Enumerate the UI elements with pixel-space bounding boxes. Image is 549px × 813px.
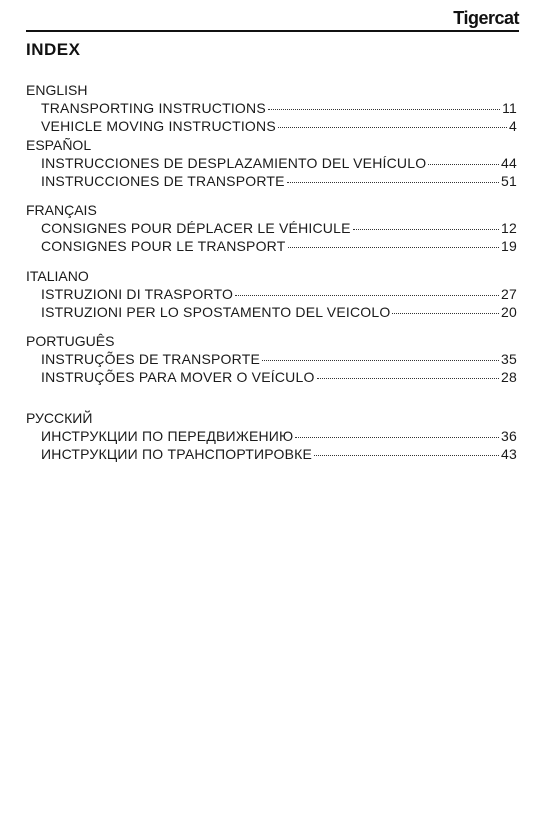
entry-label: CONSIGNES POUR LE TRANSPORT — [41, 238, 286, 254]
entry-label: TRANSPORTING INSTRUCTIONS — [41, 100, 266, 116]
entry-label: INSTRUÇÕES DE TRANSPORTE — [41, 351, 260, 367]
dot-leader — [287, 182, 499, 183]
index-section-francais — [26, 201, 517, 255]
index-section-english — [26, 81, 517, 135]
section-language: PORTUGUÊS — [26, 333, 115, 349]
entry-label: INSTRUÇÕES PARA MOVER O VEÍCULO — [41, 369, 315, 385]
index-entry[interactable] — [41, 350, 517, 368]
entry-page-number: 12 — [501, 220, 517, 236]
entry-label: VEHICLE MOVING INSTRUCTIONS — [41, 118, 276, 134]
page-title: INDEX — [26, 40, 81, 59]
index-entry[interactable] — [41, 427, 517, 445]
index-section-italiano — [26, 267, 517, 321]
section-language: РУССКИЙ — [26, 410, 93, 426]
dot-leader — [353, 229, 499, 230]
entry-label: CONSIGNES POUR DÉPLACER LE VÉHICULE — [41, 220, 351, 236]
index-entry[interactable] — [41, 99, 517, 117]
dot-leader — [317, 378, 499, 379]
dot-leader — [235, 295, 499, 296]
entry-label: ИНСТРУКЦИИ ПО ТРАНСПОРТИРОВКЕ — [41, 446, 313, 462]
dot-leader — [392, 313, 499, 314]
section-language: ENGLISH — [26, 82, 88, 98]
index-section-espanol — [26, 136, 517, 190]
index-entry[interactable] — [41, 219, 517, 237]
entry-label: ИНСТРУКЦИИ ПО ПЕРЕДВИЖЕНИЮ — [41, 428, 294, 444]
index-entry[interactable] — [41, 237, 517, 255]
entry-label: INSTRUCCIONES DE DESPLAZAMIENTO DEL VEHÍCULO — [41, 155, 427, 171]
entry-label: ISTRUZIONI PER LO SPOSTAMENTO DEL VEICOLO — [41, 304, 391, 320]
header-rule — [26, 30, 519, 32]
entry-page-number: 19 — [501, 238, 517, 254]
dot-leader — [314, 455, 499, 456]
entry-page-number: 36 — [501, 428, 517, 444]
entry-page-number: 27 — [501, 286, 517, 302]
dot-leader — [262, 360, 499, 361]
dot-leader — [295, 437, 499, 438]
index-entry[interactable] — [41, 285, 517, 303]
index-section-russian — [26, 409, 517, 463]
entry-page-number: 4 — [509, 118, 517, 134]
entry-page-number: 28 — [501, 369, 517, 385]
entry-page-number: 35 — [501, 351, 517, 367]
dot-leader — [268, 109, 500, 110]
index-entry[interactable] — [41, 303, 517, 321]
index-entry[interactable] — [41, 172, 517, 190]
entry-label: INSTRUCCIONES DE TRANSPORTE — [41, 173, 285, 189]
index-entry[interactable] — [41, 117, 517, 135]
entry-label: ISTRUZIONI DI TRASPORTO — [41, 286, 234, 302]
section-language: FRANÇAIS — [26, 202, 97, 218]
entry-page-number: 51 — [501, 173, 517, 189]
entry-page-number: 44 — [501, 155, 517, 171]
dot-leader — [278, 127, 507, 128]
entry-page-number: 11 — [502, 100, 517, 116]
section-language: ITALIANO — [26, 268, 89, 284]
index-entry[interactable] — [41, 445, 517, 463]
brand-logo: Tigercat — [453, 8, 519, 28]
section-language: ESPAÑOL — [26, 137, 92, 153]
dot-leader — [288, 247, 500, 248]
index-entry[interactable] — [41, 368, 517, 386]
entry-page-number: 43 — [501, 446, 517, 462]
index-section-portugues — [26, 332, 517, 386]
dot-leader — [428, 164, 499, 165]
index-entry[interactable] — [41, 154, 517, 172]
entry-page-number: 20 — [501, 304, 517, 320]
